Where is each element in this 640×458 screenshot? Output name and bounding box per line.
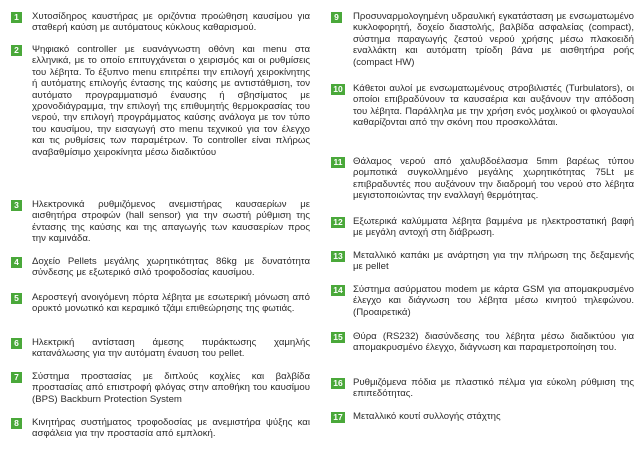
feature-text: Κινητήρας συστήματος τροφοδοσίας με ανεμιστήρα ψύξης και ασφάλεια για την προστασία από εμπλοκή. — [32, 417, 310, 440]
feature-number-badge: 1 — [11, 12, 22, 23]
feature-number-badge: 8 — [11, 418, 22, 429]
feature-text: Προσυναρμολογημένη υδραυλική εγκατάσταση με ενσωματωμένο κυκλοφορητή, δοχείο διαστολής, βαλβίδα ασφαλείας (compact), σύστημα παραγωγής ζεστού νερού χρήσης μέσω πλακοειδή εναλλάκτη και αυτόματη τρίοδη βάνα με αισθητήρα ροής (compact HW) — [353, 11, 634, 68]
feature-text: Θύρα (RS232) διασύνδεσης του λέβητα μέσω διαδικτύου για απομακρυσμένο έλεγχο, διάγνωση και παραμετροποίηση του. — [353, 331, 634, 354]
feature-text: Μεταλλικό κουτί συλλογής στάχτης — [353, 411, 501, 422]
feature-number-badge: 4 — [11, 257, 22, 268]
feature-text: Ρυθμιζόμενα πόδια με πλαστικό πέλμα για εύκολη ρύθμιση της επιπεδότητας. — [353, 377, 634, 400]
feature-number-badge: 9 — [331, 12, 342, 23]
feature-text: Θάλαμος νερού από χαλυβδοέλασμα 5mm βαρέως τύπου ρομποτικά συγκολλημένο μεγάλης χωρητικότητας 75Lt με επιβραδυντές που αυξάνουν την διαδρομή του νερού στο λέβητα μεγιστοποιώντας την εναλλαγή θερμότητας. — [353, 156, 634, 202]
feature-text: Εξωτερικά καλύμματα λέβητα βαμμένα με ηλεκτροστατική βαφή με μεγάλη αντοχή στη διάβρωση. — [353, 216, 634, 239]
feature-text: Αεροστεγή ανοιγόμενη πόρτα λέβητα με εσωτερική μόνωση από ορυκτό μονωτικό και κεραμικό τζάμι επιθεώρησης της φωτιάς. — [32, 292, 310, 315]
feature-number-badge: 12 — [331, 217, 345, 228]
feature-number-badge: 17 — [331, 412, 345, 423]
feature-number-badge: 15 — [331, 332, 345, 343]
feature-number-badge: 11 — [331, 157, 345, 168]
feature-number-badge: 3 — [11, 200, 22, 211]
feature-number-badge: 2 — [11, 45, 22, 56]
feature-text: Ηλεκτρονικά ρυθμιζόμενος ανεμιστήρας καυσαερίων με αισθητήρα στροφών (hall sensor) για την σωστή ρύθμιση της έντασης της καύσης και της απαγωγής των καυσαερίων προς την καμινάδα. — [32, 199, 310, 245]
feature-number-badge: 6 — [11, 338, 22, 349]
feature-text: Χυτοσίδηρος καυστήρας με οριζόντια προώθηση καυσίμου για σταθερή καύση με αυτόματους κύκλους καθαρισμού. — [32, 11, 310, 34]
feature-number-badge: 10 — [331, 84, 345, 95]
feature-text: Ψηφιακό controller με ευανάγνωστη οθόνη και menu στα ελληνικά, με το οποίο επιτυγχάνεται ο χειρισμός και οι ρυθμίσεις του λέβητα. Το έξυπνο menu επιτρέπει την επιλογή χειροκίνητης ή αυτόματης επιλογής έντασης της καύσης με αντιστάθμιση, τον αυτόματο προγραμματισμό έναυσης ή σβησίματος με χρονοδιάγραμμα, την επιλογή της επιθυμητής θερμοκρασίας του νερού, την επιλογή προγράμματος καύσης ανάλογα με τον τύπο του καυσίμου, την εισαγωγή στο menu τεχνικού για τον έλεγχο και τις ρυθμίσεις των παραμέτρων. Το controller είναι πλήρως αναβαθμίσιμο χειροκίνητα μέσω διαδικτύου — [32, 44, 310, 158]
feature-number-badge: 14 — [331, 285, 345, 296]
feature-text: Σύστημα ασύρματου modem με κάρτα GSM για απομακρυσμένο έλεγχο και διάγνωση του λέβητα μέσω κινητού τηλεφώνου.(Προαιρετικά) — [353, 284, 634, 318]
feature-text: Κάθετοι αυλοί με ενσωματωμένους στροβιλιστές (Turbulators), οι οποίοι επιβραδύνουν τα καυσαέρια και αυξάνουν την απόδοση του λέβητα. Παράλληλα με την χρήση ενός μοχλικού οι φλογαυλοί καθαρίζονται από την σκόνη που προσκολλάται. — [353, 83, 634, 129]
feature-number-badge: 13 — [331, 251, 345, 262]
feature-text: Δοχείο Pellets μεγάλης χωρητικότητας 86kg με δυνατότητα σύνδεσης με εξωτερικό σιλό τροφοδοσίας καυσίμου. — [32, 256, 310, 279]
feature-number-badge: 7 — [11, 372, 22, 383]
feature-number-badge: 16 — [331, 378, 345, 389]
feature-text: Ηλεκτρική αντίσταση άμεσης πυράκτωσης χαμηλής κατανάλωσης για την αυτόματη έναυση του pellet. — [32, 337, 310, 360]
feature-text: Σύστημα προστασίας με διπλούς κοχλίες και βαλβίδα προστασίας από επιστροφή φλόγας στην αποθήκη του καυσίμου (BPS) Backburn Protection System — [32, 371, 310, 405]
feature-number-badge: 5 — [11, 293, 22, 304]
feature-text: Μεταλλικό καπάκι με ανάρτηση για την πλήρωση της δεξαμενής με pellet — [353, 250, 634, 273]
